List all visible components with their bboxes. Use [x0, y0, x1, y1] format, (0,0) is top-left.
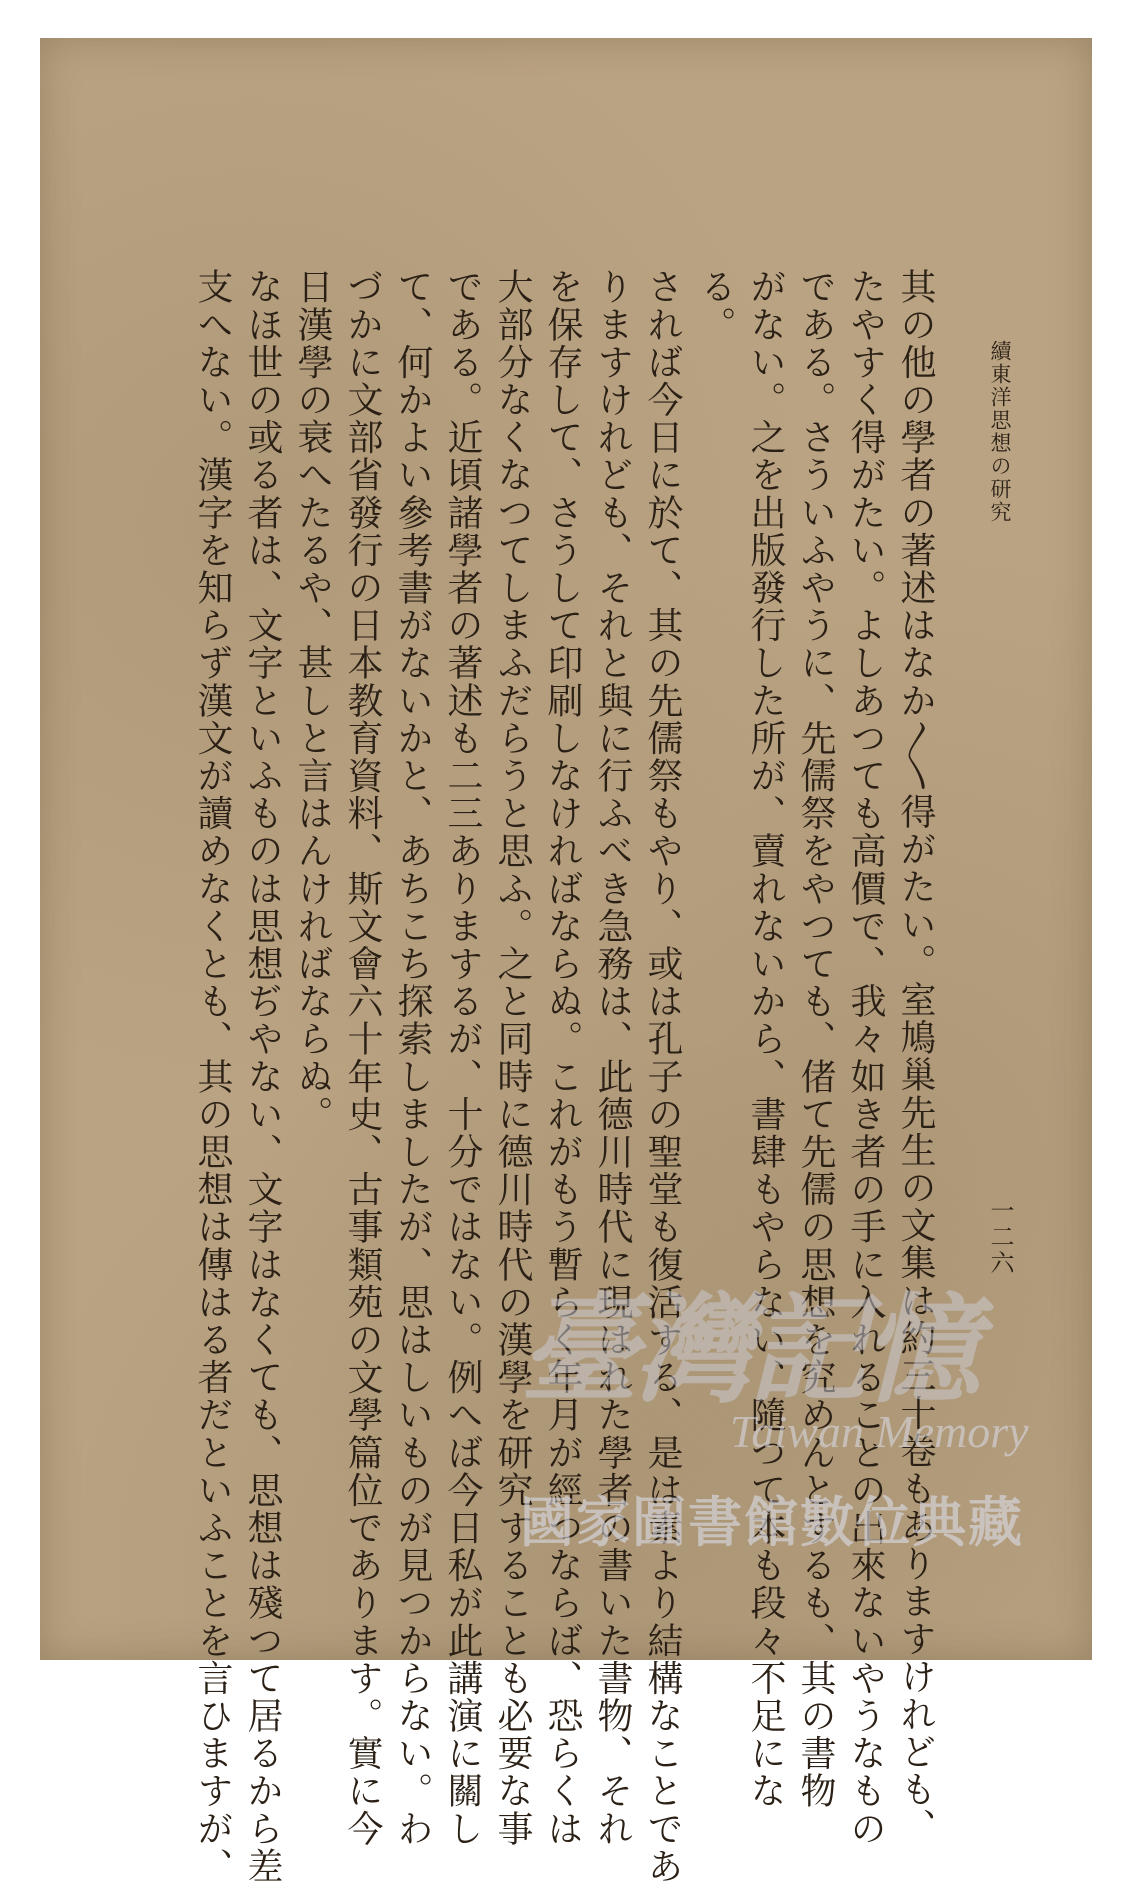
- text-column-4: がない。之を出版發行した所が、賣れないから、書肆もやらない、隨つて本も段々不足にな: [745, 268, 786, 1810]
- running-head: 續東洋思想の研究: [988, 340, 1012, 524]
- text-column-14: なほ世の或る者は、文字といふものは思想ぢやない、文字はなくても、思想は殘つて居るから差: [242, 268, 283, 1885]
- watermark-logo: 臺灣記憶: [520, 1280, 977, 1419]
- page-number: 一二六: [986, 1198, 1014, 1276]
- text-column-8: を保存して、さうして印刷しなければならぬ。これがもう暫らく年月が經つならば、恐らくは: [542, 268, 583, 1848]
- text-column-12: づかに文部省發行の日本教育資料、斯文會六十年史、古事類苑の文學篇位であります。實に今: [342, 268, 383, 1848]
- watermark-english: Taiwan Memory: [730, 1406, 1029, 1457]
- text-column-10: である。近頃諸學者の著述も二三ありまするが、十分ではない。例へば今日私が此講演に關し: [442, 268, 483, 1848]
- text-column-3: である。さういふやうに、先儒祭をやつても、偖て先儒の思想を究めんとするも、其の書物: [795, 268, 836, 1810]
- text-column-1: 其の他の學者の著述はなか〳〵得がたい。室鳩巢先生の文集は約三十卷もありますけれども、: [895, 268, 936, 1846]
- text-column-9: 大部分なくなつてしまふだらうと思ふ。之と同時に德川時代の漢學を研究することも必要な事: [492, 268, 533, 1848]
- text-column-13: 日漢學の衰へたるや、甚しと言はんければならぬ。: [292, 268, 333, 1133]
- text-column-6: されば今日に於て、其の先儒祭もやり、或は孔子の聖堂も復活する、是は素より結構なことであ: [642, 268, 683, 1885]
- text-column-11: て、何かよい參考書がないかと、あちこち探索しましたが、思はしいものが見つからない。わ: [392, 268, 433, 1848]
- text-column-7: りますけれども、それと與に行ふべき急務は、此德川時代に現はれた學者の書いた書物、それ: [592, 268, 633, 1848]
- text-column-15: 支へない。漢字を知らず漢文が讀めなくとも、其の思想は傳はる者だといふことを言ひますが、: [192, 268, 233, 1885]
- text-column-2: たやすく得がたい。よしあつても高價で、我々如き者の手に入れることの出來ないやうなもの: [845, 268, 886, 1848]
- text-column-5: る。: [695, 268, 736, 344]
- watermark-subtitle: 國家圖書館數位典藏: [520, 1491, 1024, 1554]
